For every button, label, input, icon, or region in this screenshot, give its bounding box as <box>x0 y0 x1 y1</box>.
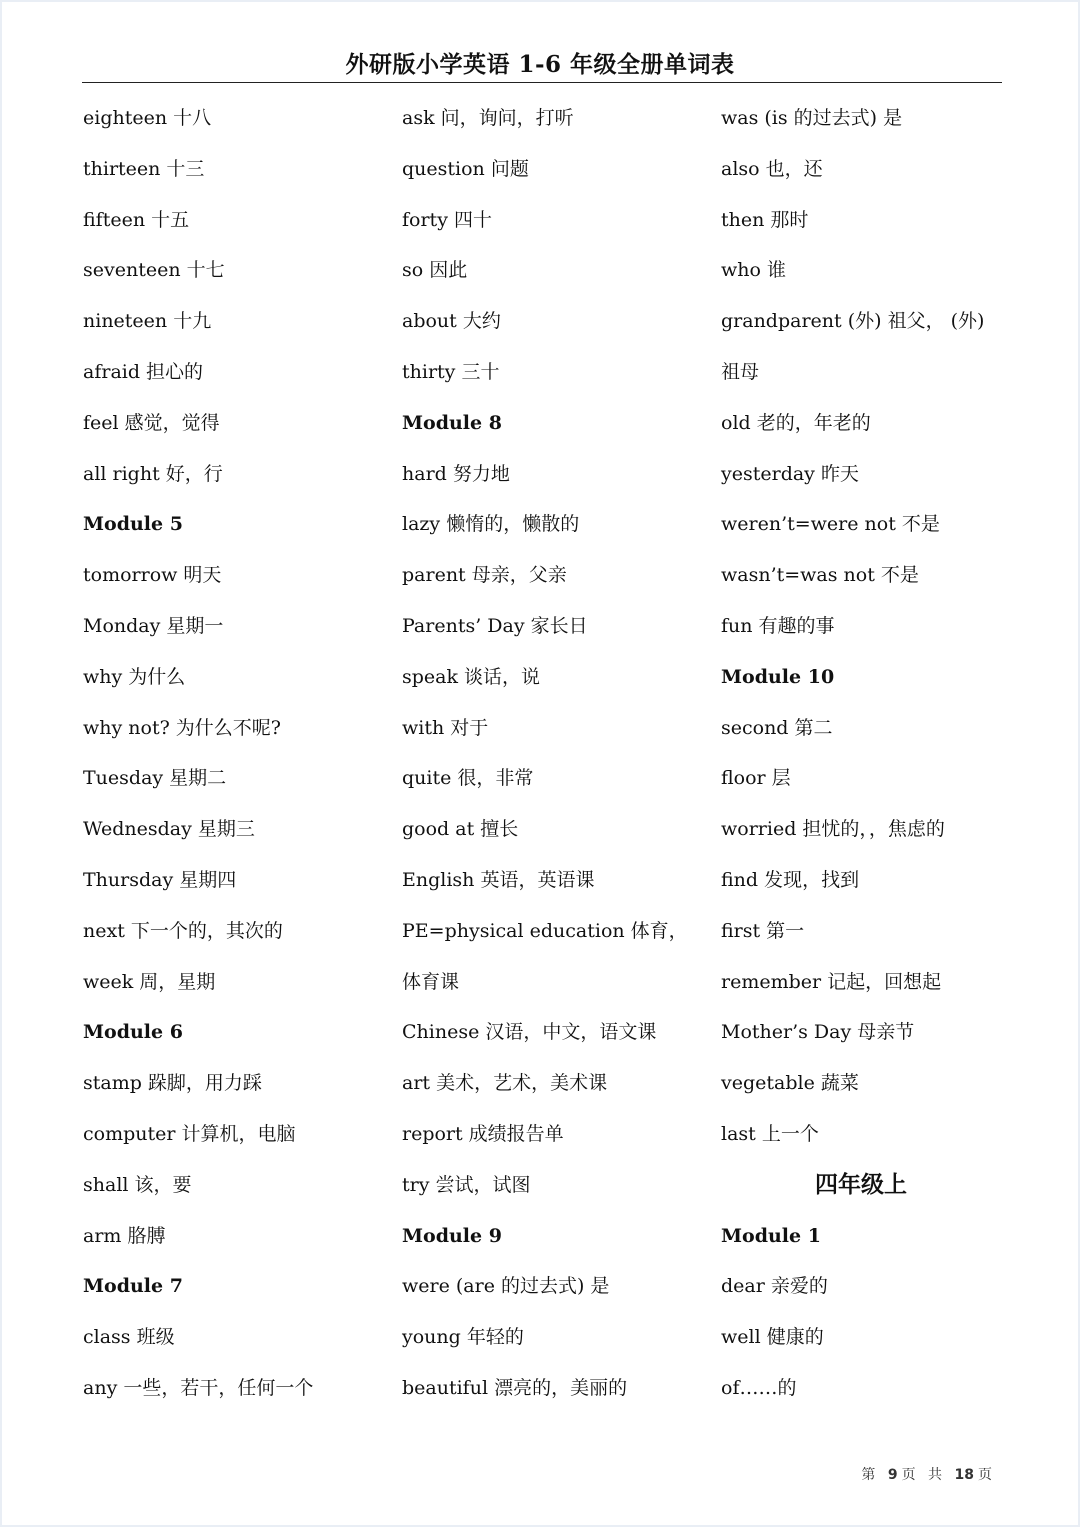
vocab-entry: Monday 星期一 <box>83 614 224 637</box>
vocab-entry: Chinese 汉语，中文，语文课 <box>402 1021 657 1044</box>
vocab-entry: second 第二 <box>721 716 833 739</box>
vocab-entry: nineteen 十九 <box>83 310 212 333</box>
vocab-entry: also 也，还 <box>721 157 823 180</box>
vocab-entry: shall 该，要 <box>83 1173 192 1196</box>
vocab-entry: all right 好，行 <box>83 462 223 485</box>
module-heading: Module 10 <box>721 665 835 688</box>
page-footer <box>861 1464 996 1484</box>
vocab-entry: weren’t=were not 不是 <box>721 513 940 536</box>
vocab-entry: thirty 三十 <box>402 360 500 383</box>
vocab-entry: stamp 跺脚，用力踩 <box>83 1072 262 1095</box>
vocab-entry: floor 层 <box>721 767 791 790</box>
vocab-entry: hard 努力地 <box>402 462 510 485</box>
vocab-entry: forty 四十 <box>402 208 492 231</box>
vocab-entry: old 老的，年老的 <box>721 411 871 434</box>
module-heading: Module 9 <box>402 1224 502 1247</box>
footer-prefix: 第 <box>861 1467 880 1483</box>
vocab-entry: then 那时 <box>721 208 809 231</box>
vocab-entry: try 尝试，试图 <box>402 1173 531 1196</box>
vocab-column-3 <box>721 93 1011 1414</box>
module-heading: Module 7 <box>83 1275 183 1298</box>
vocab-entry: Parents’ Day 家长日 <box>402 614 588 637</box>
vocab-entry: seventeen 十七 <box>83 259 225 282</box>
module-heading: Module 8 <box>402 411 502 434</box>
vocab-entry: report 成绩报告单 <box>402 1122 564 1145</box>
module-heading: Module 5 <box>83 513 183 536</box>
vocab-entry: grandparent (外) 祖父， (外) <box>721 310 985 333</box>
vocab-entry: computer 计算机，电脑 <box>83 1122 296 1145</box>
vocab-entry: wasn’t=was not 不是 <box>721 564 919 587</box>
vocab-entry: vegetable 蔬菜 <box>721 1072 859 1095</box>
vocab-entry: remember 记起，回想起 <box>721 970 942 993</box>
vocab-entry: so 因此 <box>402 259 468 282</box>
vocab-entry: good at 擅长 <box>402 818 519 841</box>
module-heading: Module 1 <box>721 1224 821 1247</box>
vocab-column-2 <box>402 93 702 1414</box>
vocab-entry: beautiful 漂亮的，美丽的 <box>402 1376 628 1399</box>
vocab-entry: speak 谈话，说 <box>402 665 541 688</box>
vocab-entry: ask 问，询问，打听 <box>402 107 574 129</box>
vocab-entry: art 美术，艺术，美术课 <box>402 1072 608 1095</box>
vocab-entry: week 周，星期 <box>83 970 216 993</box>
vocab-entry: who 谁 <box>721 259 786 282</box>
footer-page-number: 9 <box>887 1467 898 1483</box>
vocab-entry: quite 很，非常 <box>402 767 534 790</box>
vocab-entry: English 英语，英语课 <box>402 868 595 891</box>
vocab-entry: with 对于 <box>402 716 489 739</box>
vocab-entry: thirteen 十三 <box>83 157 205 180</box>
vocab-entry: fifteen 十五 <box>83 208 190 231</box>
vocab-entry: why 为什么 <box>83 665 186 688</box>
vocab-entry: 祖母 <box>721 360 760 383</box>
vocab-entry: PE=physical education 体育， <box>402 919 688 942</box>
footer-middle: 页 共 <box>901 1467 947 1483</box>
vocab-entry: of……的 <box>721 1376 797 1399</box>
vocab-entry: Tuesday 星期二 <box>83 767 227 790</box>
vocab-entry: yesterday 昨天 <box>721 462 859 485</box>
module-heading: Module 6 <box>83 1021 183 1044</box>
vocab-entry: next 下一个的，其次的 <box>83 919 283 942</box>
vocab-entry: Mother’s Day 母亲节 <box>721 1021 915 1044</box>
vocab-entry: tomorrow 明天 <box>83 564 222 587</box>
vocab-entry: Thursday 星期四 <box>83 868 237 891</box>
vocab-entry: question 问题 <box>402 157 529 180</box>
vocab-entry: 体育课 <box>402 970 460 993</box>
vocab-entry: worried 担忧的，，焦虑的 <box>721 818 945 841</box>
vocab-entry: first 第一 <box>721 919 805 942</box>
vocab-entry: was (is 的过去式) 是 <box>721 107 903 129</box>
vocab-entry: well 健康的 <box>721 1326 824 1349</box>
title-rule <box>82 82 1002 83</box>
vocab-entry: young 年轻的 <box>402 1326 524 1349</box>
page-title: 外研版小学英语 1-6 年级全册单词表 <box>345 51 735 78</box>
vocab-entry: about 大约 <box>402 310 501 333</box>
vocab-entry: afraid 担心的 <box>83 360 204 383</box>
vocab-entry: eighteen 十八 <box>83 107 212 129</box>
vocab-entry: any 一些，若干，任何一个 <box>83 1376 314 1399</box>
vocab-entry: were (are 的过去式) 是 <box>402 1275 610 1298</box>
vocab-entry: class 班级 <box>83 1326 175 1349</box>
vocab-entry: Wednesday 星期三 <box>83 818 255 841</box>
footer-suffix: 页 <box>978 1467 996 1483</box>
vocab-entry: parent 母亲，父亲 <box>402 564 567 587</box>
vocab-entry: arm 胳膊 <box>83 1224 166 1247</box>
vocab-entry: find 发现，找到 <box>721 868 860 891</box>
vocab-entry: dear 亲爱的 <box>721 1275 828 1298</box>
grade-heading: 四年级上 <box>815 1170 907 1198</box>
vocab-column-1 <box>83 93 383 1414</box>
vocab-entry: last 上一个 <box>721 1122 819 1145</box>
footer-total-pages: 18 <box>954 1467 974 1483</box>
vocab-entry: lazy 懒惰的，懒散的 <box>402 513 580 536</box>
vocab-entry: why not? 为什么不呢? <box>83 716 281 739</box>
vocab-entry: feel 感觉，觉得 <box>83 411 220 434</box>
vocab-entry: fun 有趣的事 <box>721 614 835 637</box>
